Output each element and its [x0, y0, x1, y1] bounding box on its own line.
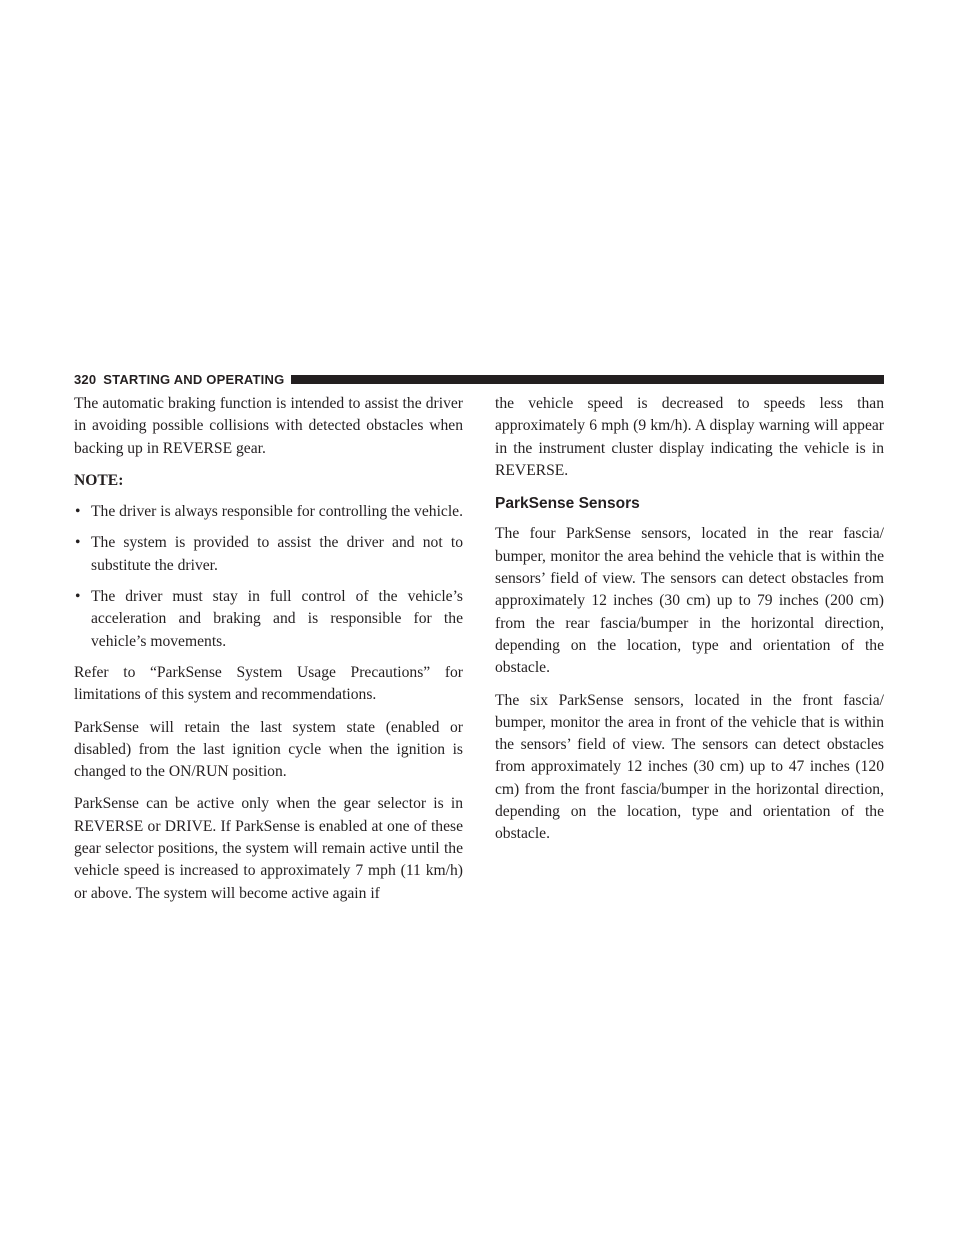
paragraph-automatic-braking: The automatic braking function is intended to assist the driver in avoiding possible collisions with detected obstacles when backing up in REVERSE gear.: [74, 395, 463, 457]
page-header: [74, 370, 884, 388]
right-column: [495, 393, 884, 856]
left-column: [74, 393, 463, 915]
bullet-item: [74, 501, 463, 523]
bullet-symbol: •: [75, 534, 81, 552]
header-rule: [291, 375, 884, 384]
paragraph-rear-sensors: The four ParkSense sensors, located in the rear fascia/ bumper, monitor the area behind the vehicle that is within the sensors’ field of view. The sensors can detect obstacles from approximately 12 inches (30 cm) up to 79 inches (200 cm) from the rear fascia/bumper in the horizontal direction, depending on the location, type and orientation of the obstacle.: [495, 525, 884, 677]
section-heading: ParkSense Sensors: [495, 495, 640, 513]
bullet-item: [74, 532, 463, 577]
paragraph-continued: the vehicle speed is decreased to speeds less than approximately 6 mph (9 km/h). A display warning will appear in the instrument cluster display indicating the vehicle is in REVERSE.: [495, 395, 884, 479]
bullet-text: The system is provided to assist the driver and not to substitute the driver.: [91, 534, 463, 574]
note-bullet-list: [74, 501, 463, 653]
paragraph-system-state: ParkSense will retain the last system state (enabled or disabled) from the last ignition cycle when the ignition is changed to the ON/RUN position.: [74, 718, 463, 781]
page-number: 320: [74, 371, 97, 387]
note-label: NOTE:: [74, 471, 124, 489]
bullet-symbol: •: [75, 503, 81, 521]
paragraph-front-sensors: The six ParkSense sensors, located in the front fascia/ bumper, monitor the area in front of the vehicle that is within the sensors’ field of view. The sensors can detect obstacles from approximately 12 inches (30 cm) up to 47 inches (120 cm) from the front fascia/bumper in the horizontal direction, depending on the location, type and orientation of the obstacle.: [495, 691, 884, 843]
section-title: STARTING AND OPERATING: [103, 371, 285, 387]
paragraph-active-conditions: ParkSense can be active only when the gear selector is in REVERSE or DRIVE. If ParkSense is enabled at one of these gear selector positions, the system will remain active until the vehicle speed is increased to approximately 7 mph (11 km/h) or above. The system will become active again if: [74, 795, 463, 902]
bullet-text: The driver must stay in full control of the vehicle’s acceleration and braking and is responsible for the vehicle’s movements.: [91, 588, 463, 650]
bullet-item: [74, 586, 463, 653]
bullet-symbol: •: [75, 588, 81, 606]
bullet-text: The driver is always responsible for controlling the vehicle.: [91, 503, 463, 521]
paragraph-usage-precautions: Refer to “ParkSense System Usage Precautions” for limitations of this system and recommendations.: [74, 663, 463, 704]
